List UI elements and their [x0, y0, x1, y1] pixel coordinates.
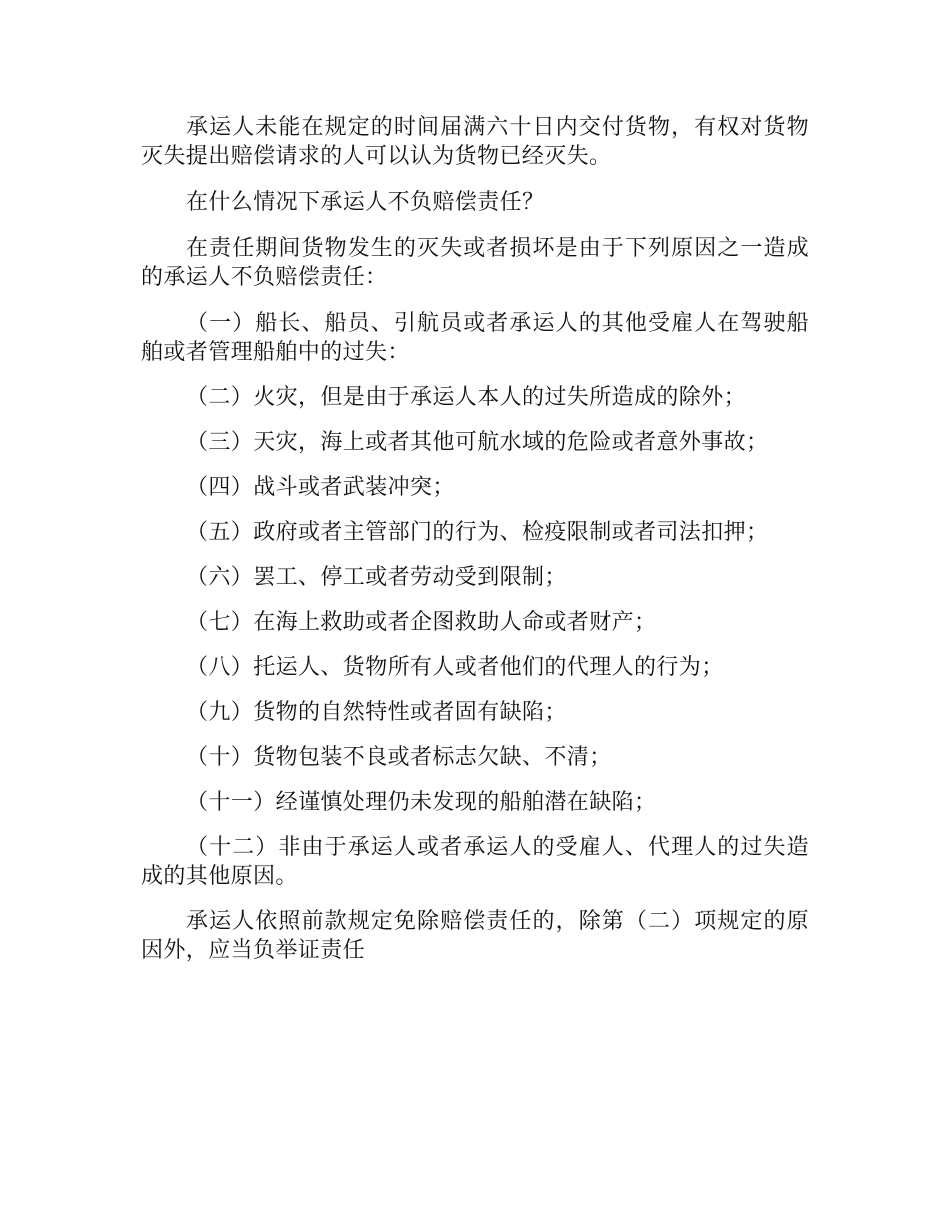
- list-item-6: （六）罢工、停工或者劳动受到限制；: [186, 565, 567, 590]
- list-item-7: （七）在海上救助或者企图救助人命或者财产；: [186, 610, 657, 635]
- list-item-4: （四）战斗或者武装冲突；: [186, 475, 455, 500]
- paragraph-question: 在什么情况下承运人不负赔偿责任？: [186, 190, 545, 215]
- list-item-1: （一）船长、船员、引航员或者承运人的其他受雇人在驾驶船舶或者管理船舶中的过失：: [141, 311, 809, 365]
- paragraph-delivery-deadline: 承运人未能在规定的时间届满六十日内交付货物，有权对货物灭失提出赔偿请求的人可以认为货物已经灭失。: [141, 115, 809, 169]
- list-item-11: （十一）经谨慎处理仍未发现的船舶潜在缺陷；: [186, 790, 657, 815]
- list-item-9: （九）货物的自然特性或者固有缺陷；: [186, 700, 567, 725]
- list-item-5: （五）政府或者主管部门的行为、检疫限制或者司法扣押；: [186, 520, 769, 545]
- paragraph-exemption-intro: 在责任期间货物发生的灭失或者损坏是由于下列原因之一造成的承运人不负赔偿责任：: [141, 236, 809, 290]
- list-item-8: （八）托运人、货物所有人或者他们的代理人的行为；: [186, 655, 724, 680]
- document-body: [141, 113, 809, 982]
- paragraph-burden-of-proof: 承运人依照前款规定免除赔偿责任的，除第（二）项规定的原因外，应当负举证责任: [141, 909, 809, 963]
- list-item-2: （二）火灾，但是由于承运人本人的过失所造成的除外；: [186, 385, 747, 410]
- list-item-3: （三）天灾，海上或者其他可航水域的危险或者意外事故；: [186, 430, 769, 455]
- list-item-10: （十）货物包装不良或者标志欠缺、不清；: [186, 745, 612, 770]
- list-item-12: （十二）非由于承运人或者承运人的受雇人、代理人的过失造成的其他原因。: [141, 835, 809, 889]
